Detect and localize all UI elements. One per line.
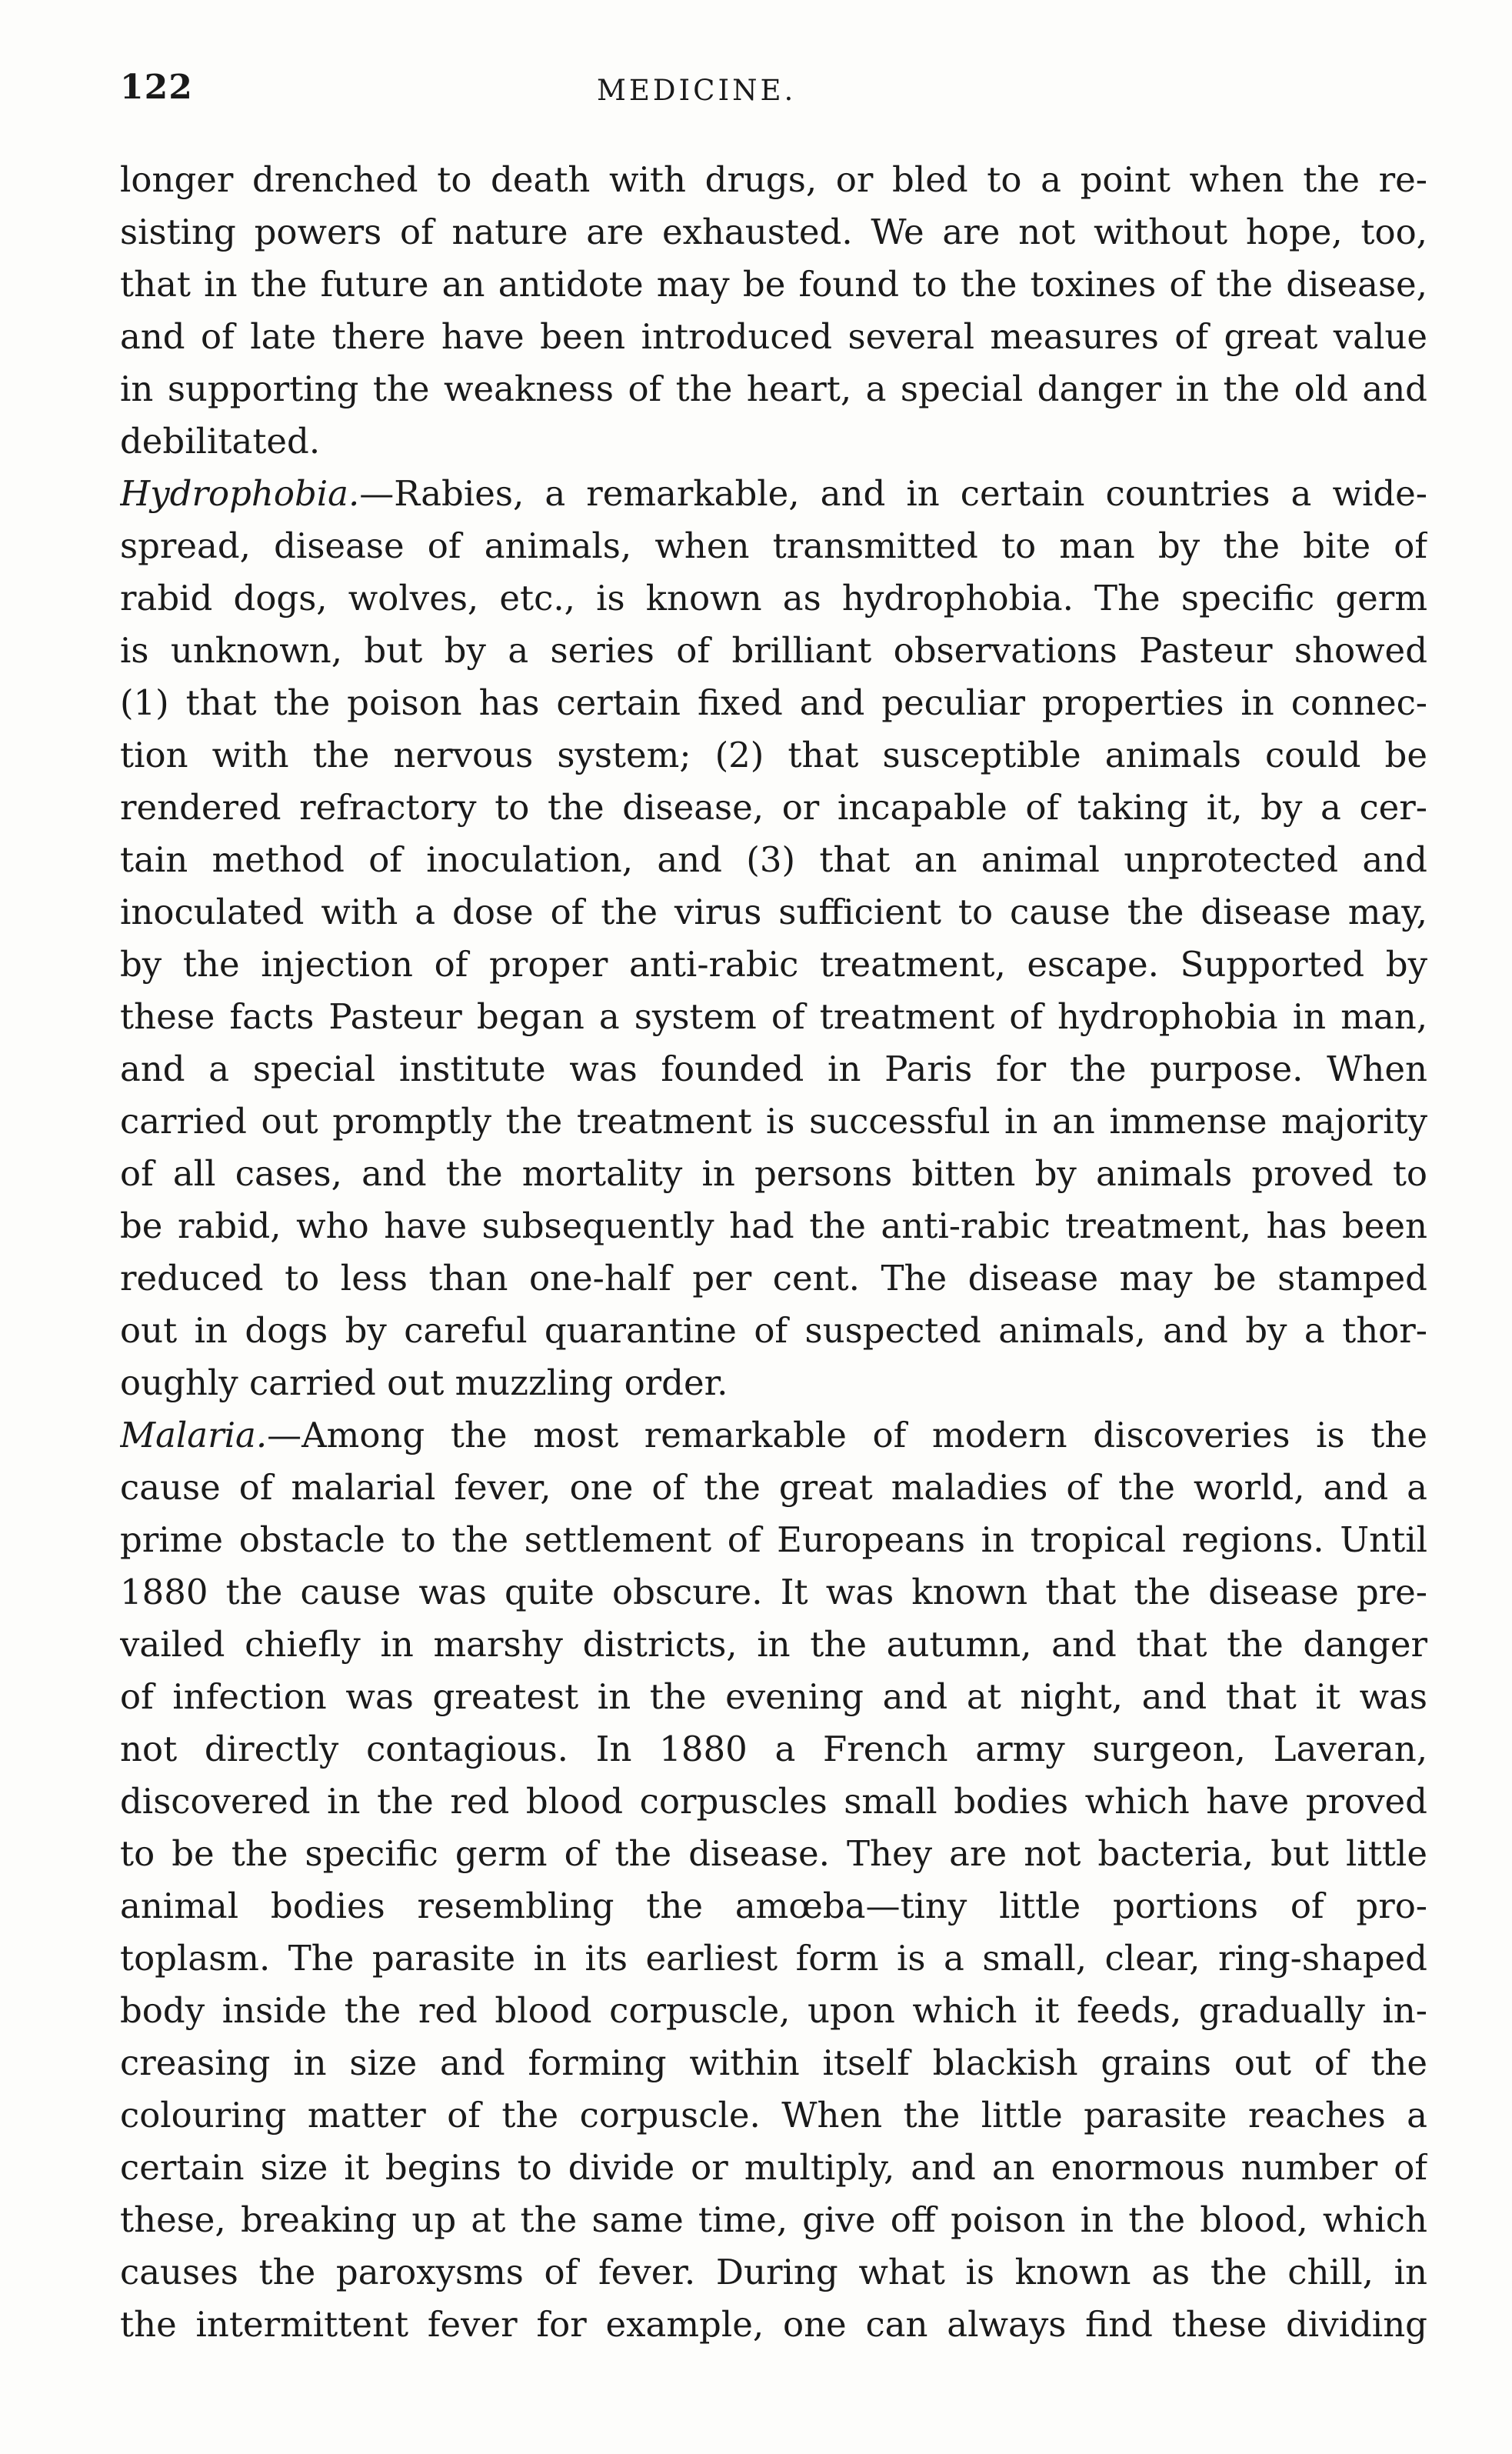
- page-header: [120, 68, 1427, 122]
- text-line: [120, 2037, 1427, 2089]
- text-line: [120, 2299, 1427, 2351]
- text-line: [120, 1566, 1427, 1619]
- text-line: [120, 1828, 1427, 1880]
- line-text: colouring matter of the corpuscle. When the little parasite reaches a: [120, 2095, 1427, 2136]
- text-line: [120, 2089, 1427, 2142]
- line-text: spread, disease of animals, when transmitted to man by the bite of: [120, 525, 1427, 566]
- line-text: longer drenched to death with drugs, or bled to a point when the re-: [120, 159, 1427, 200]
- text-line: [120, 1985, 1427, 2037]
- line-text: prime obstacle to the settlement of Europeans in tropical regions. Until: [120, 1519, 1427, 1560]
- section-heading: Malaria.: [120, 1415, 268, 1455]
- text-line: [120, 1409, 1427, 1462]
- line-text: not directly contagious. In 1880 a French army surgeon, Laveran,: [120, 1729, 1427, 1769]
- line-text: inoculated with a dose of the virus sufficient to cause the disease may,: [120, 892, 1427, 932]
- line-text: these facts Pasteur began a system of treatment of hydrophobia in man,: [120, 996, 1427, 1037]
- line-text: body inside the red blood corpuscle, upon which it feeds, gradually in-: [120, 1990, 1427, 2031]
- page-number: 122: [120, 68, 193, 107]
- text-line: [120, 1880, 1427, 1932]
- line-text: discovered in the red blood corpuscles small bodies which have proved: [120, 1781, 1427, 1822]
- line-text: out in dogs by careful quarantine of suspected animals, and by a thor-: [120, 1310, 1427, 1351]
- line-text: 1880 the cause was quite obscure. It was known that the disease pre-: [120, 1572, 1427, 1612]
- line-text: —Rabies, a remarkable, and in certain countries a wide-: [359, 473, 1427, 514]
- line-text: reduced to less than one-half per cent. The disease may be stamped: [120, 1258, 1427, 1299]
- text-line: [120, 1775, 1427, 1828]
- line-text: tain method of inoculation, and (3) that an animal unprotected and: [120, 839, 1427, 880]
- line-text: oughly carried out muzzling order.: [120, 1362, 728, 1403]
- line-text: is unknown, but by a series of brilliant observations Pasteur showed: [120, 630, 1427, 671]
- line-text: carried out promptly the treatment is successful in an immense majority: [120, 1101, 1427, 1142]
- line-text: of all cases, and the mortality in persons bitten by animals proved to: [120, 1153, 1427, 1194]
- text-line: [120, 625, 1427, 677]
- line-text: these, breaking up at the same time, give off poison in the blood, which: [120, 2199, 1427, 2240]
- line-text: —Among the most remarkable of modern discoveries is the: [267, 1415, 1427, 1455]
- text-line: [120, 886, 1427, 939]
- line-text: vailed chiefly in marshy districts, in the autumn, and that the danger: [120, 1624, 1427, 1665]
- text-line: [120, 363, 1427, 415]
- text-line: [120, 1095, 1427, 1148]
- line-text: of infection was greatest in the evening and at night, and that it was: [120, 1676, 1427, 1717]
- text-line: [120, 1932, 1427, 1985]
- line-text: to be the specific germ of the disease. They are not bacteria, but little: [120, 1833, 1427, 1874]
- text-line: [120, 468, 1427, 520]
- text-line: [120, 572, 1427, 625]
- line-text: cause of malarial fever, one of the great maladies of the world, and a: [120, 1467, 1427, 1508]
- line-text: creasing in size and forming within itself blackish grains out of the: [120, 2042, 1427, 2083]
- text-line: [120, 1514, 1427, 1566]
- text-line: [120, 154, 1427, 206]
- text-line: [120, 1200, 1427, 1252]
- line-text: sisting powers of nature are exhausted. We are not without hope, too,: [120, 212, 1427, 252]
- line-text: toplasm. The parasite in its earliest form is a small, clear, ring-shaped: [120, 1938, 1427, 1979]
- text-line: [120, 1357, 1427, 1409]
- text-line: [120, 991, 1427, 1043]
- text-line: [120, 258, 1427, 311]
- section-heading: Hydrophobia.: [120, 473, 360, 514]
- text-line: [120, 834, 1427, 886]
- text-line: [120, 782, 1427, 834]
- line-text: causes the paroxysms of fever. During what is known as the chill, in: [120, 2252, 1427, 2292]
- text-line: [120, 729, 1427, 782]
- text-line: [120, 1619, 1427, 1671]
- line-text: in supporting the weakness of the heart, a special danger in the old and: [120, 368, 1427, 409]
- text-line: [120, 2246, 1427, 2299]
- line-text: rendered refractory to the disease, or incapable of taking it, by a cer-: [120, 787, 1427, 828]
- line-text: tion with the nervous system; (2) that susceptible animals could be: [120, 735, 1427, 775]
- line-text: the intermittent fever for example, one can always find these dividing: [120, 2304, 1427, 2345]
- running-head: MEDICINE.: [597, 74, 797, 107]
- text-body: [120, 154, 1427, 2351]
- line-text: and a special institute was founded in Paris for the purpose. When: [120, 1049, 1427, 1089]
- text-line: [120, 1043, 1427, 1095]
- text-line: [120, 1305, 1427, 1357]
- text-line: [120, 1252, 1427, 1305]
- line-text: by the injection of proper anti-rabic treatment, escape. Supported by: [120, 944, 1427, 985]
- line-text: (1) that the poison has certain fixed and peculiar properties in connec-: [120, 682, 1427, 723]
- text-line: [120, 1148, 1427, 1200]
- line-text: certain size it begins to divide or multiply, and an enormous number of: [120, 2147, 1427, 2188]
- text-line: [120, 1723, 1427, 1775]
- text-line: [120, 939, 1427, 991]
- text-line: [120, 520, 1427, 572]
- text-line: [120, 2142, 1427, 2194]
- text-line: [120, 677, 1427, 729]
- text-line: [120, 2194, 1427, 2246]
- line-text: rabid dogs, wolves, etc., is known as hydrophobia. The specific germ: [120, 578, 1427, 619]
- line-text: be rabid, who have subsequently had the anti-rabic treatment, has been: [120, 1205, 1427, 1246]
- line-text: debilitated.: [120, 421, 321, 462]
- text-line: [120, 311, 1427, 363]
- line-text: that in the future an antidote may be found to the toxines of the disease,: [120, 264, 1427, 305]
- line-text: animal bodies resembling the amœba—tiny little portions of pro-: [120, 1886, 1427, 1926]
- text-line: [120, 1671, 1427, 1723]
- text-line: [120, 206, 1427, 258]
- text-line: [120, 415, 1427, 468]
- line-text: and of late there have been introduced several measures of great value: [120, 316, 1427, 357]
- text-line: [120, 1462, 1427, 1514]
